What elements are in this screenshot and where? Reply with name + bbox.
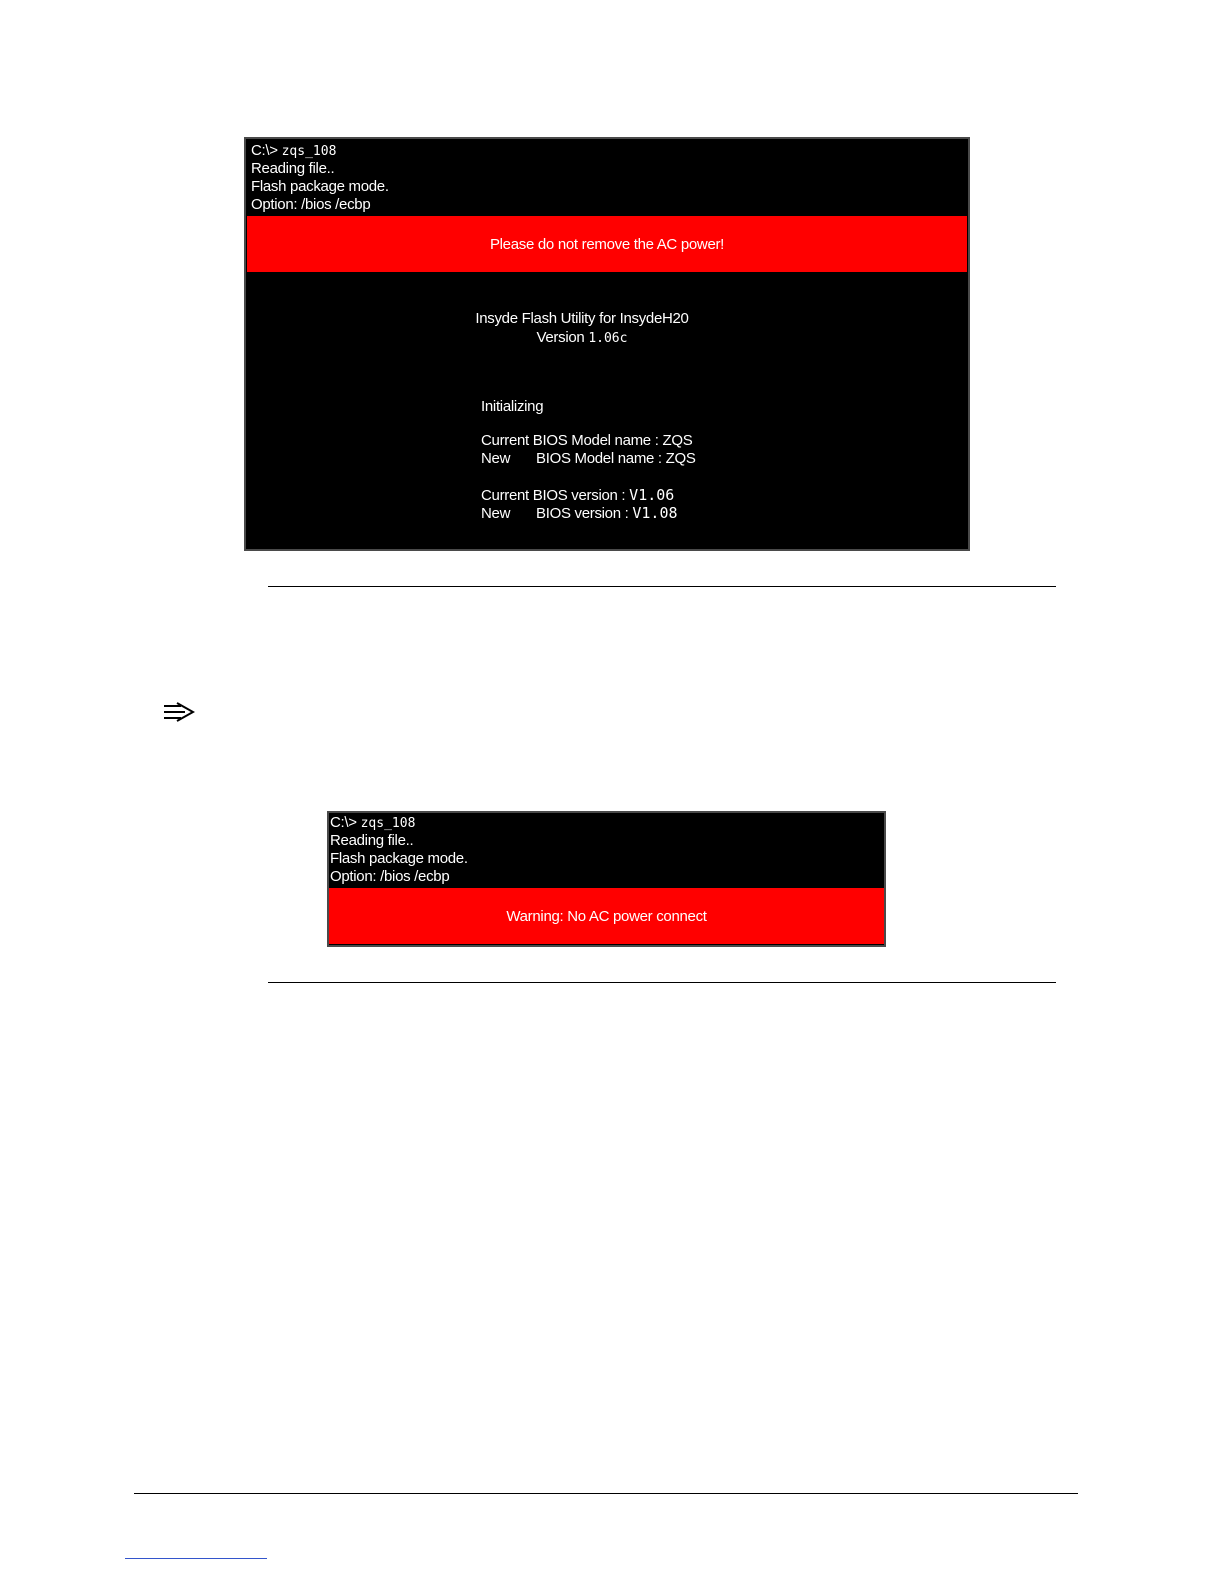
cmd-name: zqs_108 <box>360 816 416 831</box>
warning-banner-text: Warning: No AC power connect <box>506 907 707 925</box>
version-value: 1.06c <box>588 331 628 346</box>
cmd-name: zqs_108 <box>281 144 337 159</box>
flash-utility-screen <box>244 137 970 551</box>
cmd-prompt: C:\> <box>330 814 357 831</box>
current-label: Current <box>481 432 529 449</box>
current-version-value: V1.06 <box>629 486 675 504</box>
current-label: Current <box>481 487 529 504</box>
new-version-row <box>481 504 678 522</box>
package-mode-line: Flash package mode. <box>251 178 389 195</box>
reading-file-line: Reading file.. <box>251 160 335 177</box>
reading-file-line: Reading file.. <box>330 832 414 849</box>
new-version-value: V1.08 <box>632 504 678 522</box>
current-model-row <box>481 432 692 449</box>
divider <box>268 982 1056 983</box>
utility-title: Insyde Flash Utility for InsydeH20 <box>475 310 689 327</box>
model-name-label: BIOS Model name : <box>536 450 666 467</box>
no-ac-power-screen <box>327 811 886 947</box>
new-label: New <box>481 505 511 522</box>
footer-rule <box>134 1493 1078 1494</box>
bios-version-label: BIOS version : <box>536 505 633 522</box>
option-line: Option: /bios /ecbp <box>330 868 450 885</box>
ac-power-banner-text: Please do not remove the AC power! <box>489 235 725 253</box>
package-mode-line: Flash package mode. <box>330 850 468 867</box>
new-label: New <box>481 450 511 467</box>
current-model-value: ZQS <box>662 432 693 449</box>
new-model-value: ZQS <box>665 450 696 467</box>
utility-version <box>196 329 968 346</box>
ac-power-banner <box>247 216 967 272</box>
bios-version-label: BIOS version : <box>532 487 630 504</box>
option-line: Option: /bios /ecbp <box>251 196 371 213</box>
divider <box>268 586 1056 587</box>
new-model-row <box>481 450 696 467</box>
command-line <box>330 814 415 833</box>
footer-link-underline[interactable] <box>125 1558 267 1559</box>
status-text: Initializing <box>481 398 544 415</box>
cmd-prompt: C:\> <box>251 142 278 159</box>
model-name-label: BIOS Model name : <box>532 432 663 449</box>
current-version-row <box>481 486 674 504</box>
command-line <box>251 142 336 161</box>
warning-banner <box>329 888 884 944</box>
note-arrow-icon <box>163 702 195 722</box>
version-label: Version <box>536 329 585 346</box>
